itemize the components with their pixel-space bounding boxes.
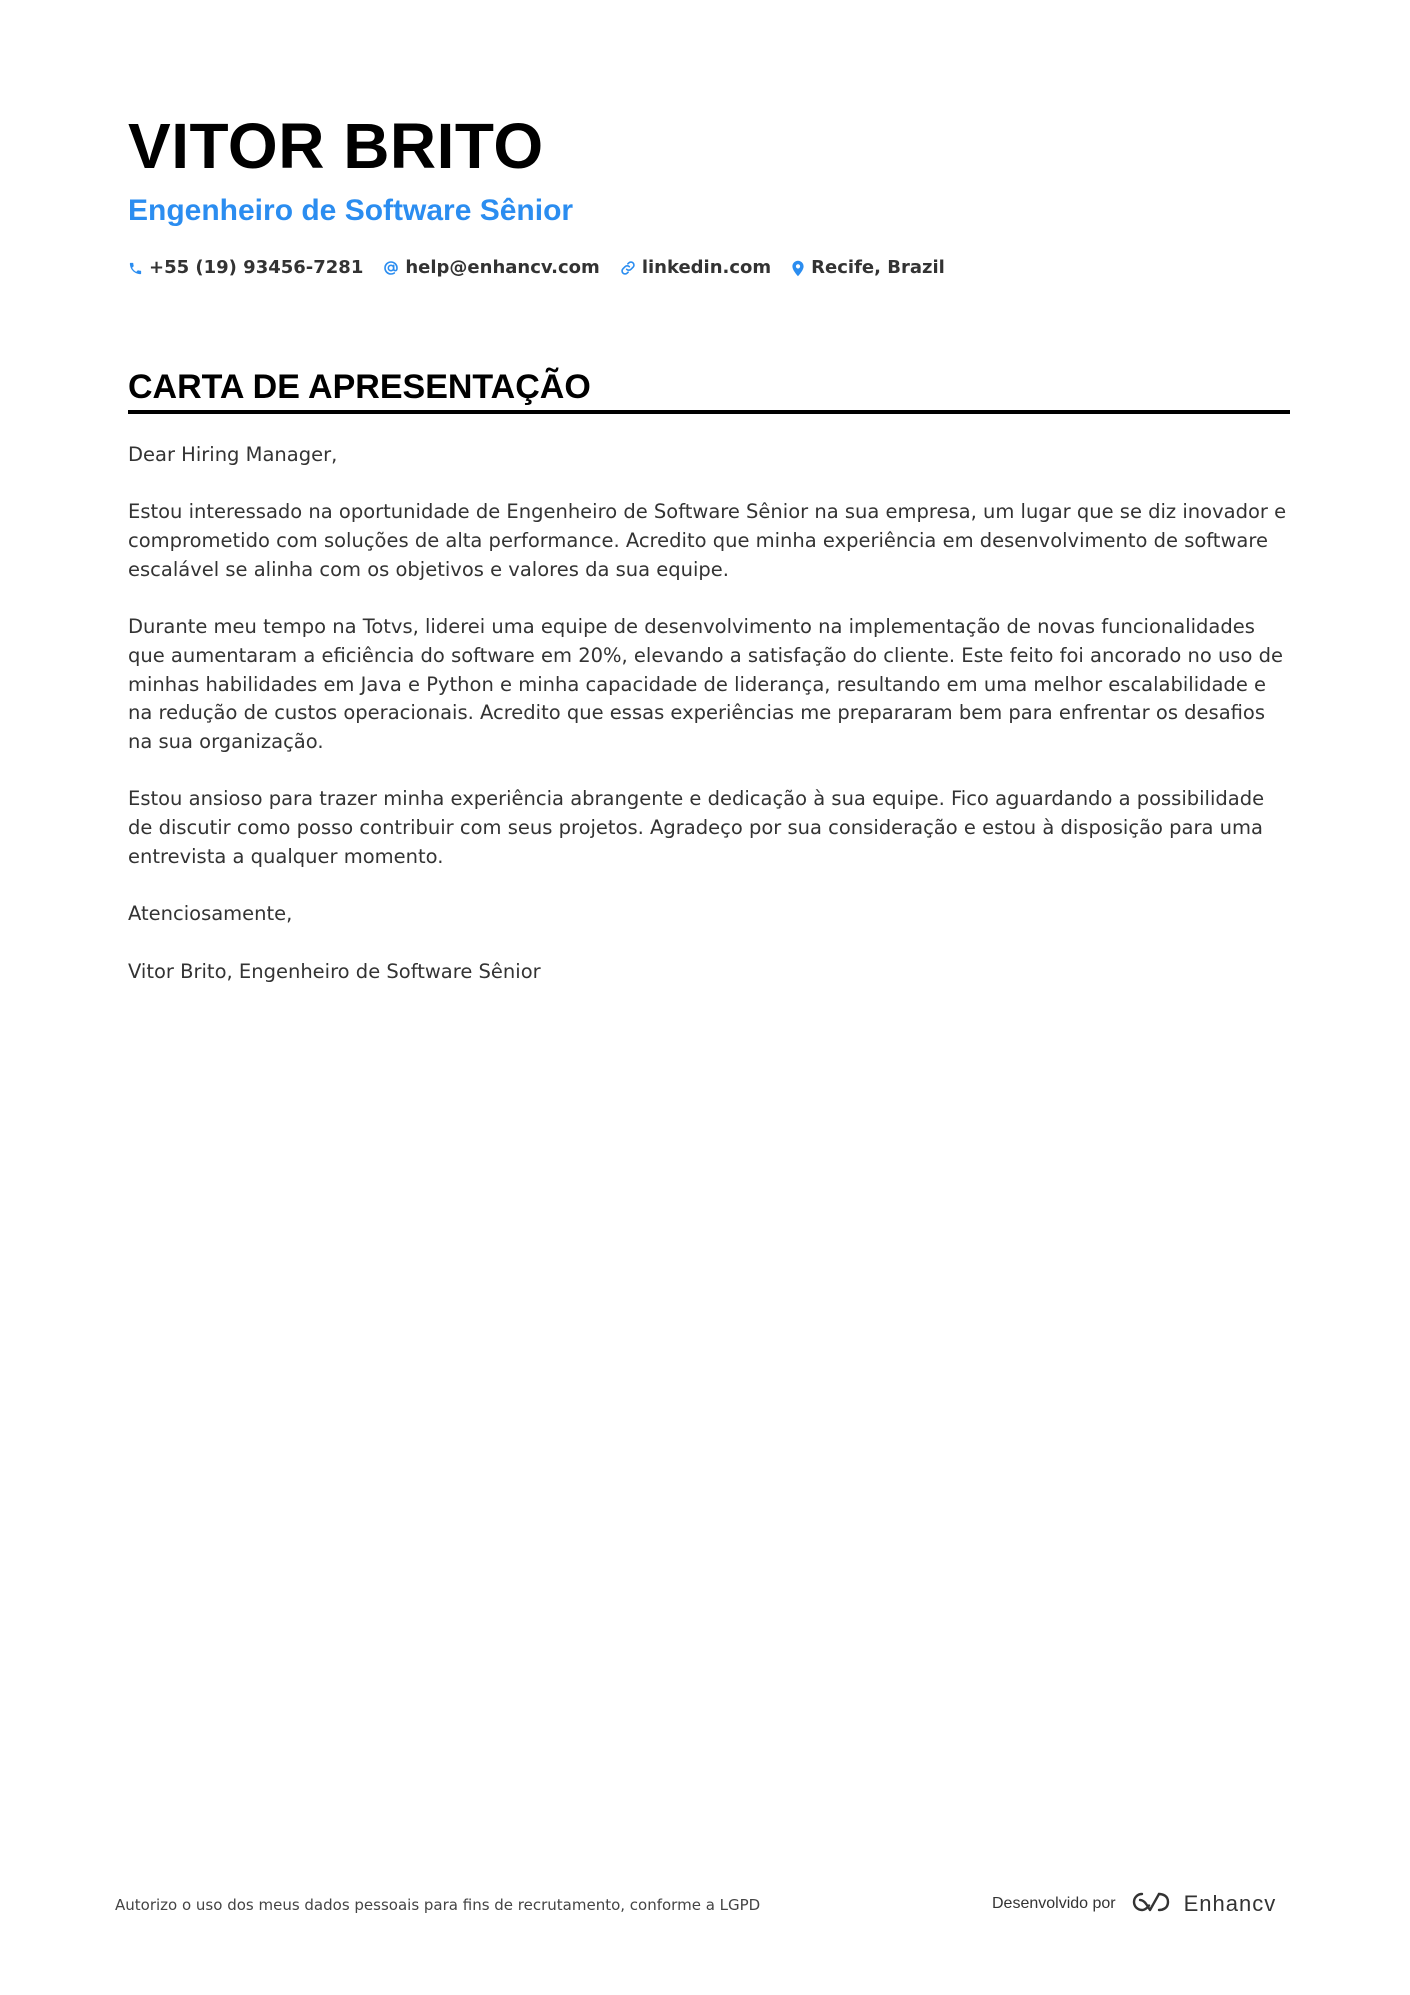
link-icon — [620, 260, 636, 276]
section-title: CARTA DE APRESENTAÇÃO — [128, 368, 591, 406]
enhancv-logo-icon — [1128, 1889, 1174, 1919]
letter-paragraph-1: Estou interessado na oportunidade de Engenheiro de Software Sênior na sua empresa, um lugar que se diz inovador e comprometido com soluções de alta performance. Acredito que minha experiência em desenvolvimento de software escalável se alinha com os objetivos e valores da sua equipe. — [128, 500, 1287, 581]
contact-linkedin[interactable] — [620, 254, 771, 282]
location-text: Recife, Brazil — [811, 257, 945, 278]
enhancv-logo[interactable] — [1128, 1889, 1277, 1919]
letter-body — [128, 441, 1290, 1015]
contact-email[interactable] — [383, 254, 599, 282]
linkedin-text[interactable]: linkedin.com — [641, 257, 772, 278]
letter-closing: Atenciosamente, — [128, 902, 293, 926]
contact-location — [791, 254, 945, 282]
applicant-job-title: Engenheiro de Software Sênior — [128, 194, 574, 227]
letter-signature: Vitor Brito, Engenheiro de Software Sênior — [128, 959, 541, 983]
map-pin-icon — [791, 260, 805, 277]
email-text[interactable]: help@enhancv.com — [405, 257, 600, 278]
letter-paragraph-2: Durante meu tempo na Totvs, liderei uma equipe de desenvolvimento na implementação de novas funcionalidades que aumentaram a eficiência do software em 20%, elevando a satisfação do cliente. Este feito foi ancorado no uso de minhas habilidades em Java e Python e minha capacidade de liderança, resultando em uma melhor escalabilidade e na redução de custos operacionais. Acredito que essas experiências me prepararam bem para enfrentar os desafios na sua organização. — [128, 615, 1283, 753]
footer-consent-text: Autorizo o uso dos meus dados pessoais para fins de recrutamento, conforme a LGPD — [115, 1896, 761, 1914]
footer-brand[interactable] — [992, 1889, 1276, 1919]
section-divider — [128, 410, 1290, 414]
at-sign-icon — [383, 260, 399, 276]
phone-text: +55 (19) 93456-7281 — [149, 257, 364, 278]
phone-icon — [128, 261, 143, 276]
contact-phone — [128, 254, 363, 282]
powered-by-label: Desenvolvido por — [992, 1895, 1116, 1912]
applicant-name: VITOR BRITO — [128, 110, 544, 182]
contact-bar — [128, 254, 945, 282]
letter-paragraph-3: Estou ansioso para trazer minha experiência abrangente e dedicação à sua equipe. Fico aguardando a possibilidade de discutir como posso contribuir com seus projetos. Agradeço por sua consideração e estou à disposição para uma entrevista a qualquer momento. — [128, 787, 1265, 868]
letter-greeting: Dear Hiring Manager, — [128, 443, 338, 466]
brand-name: Enhancv — [1183, 1891, 1277, 1916]
